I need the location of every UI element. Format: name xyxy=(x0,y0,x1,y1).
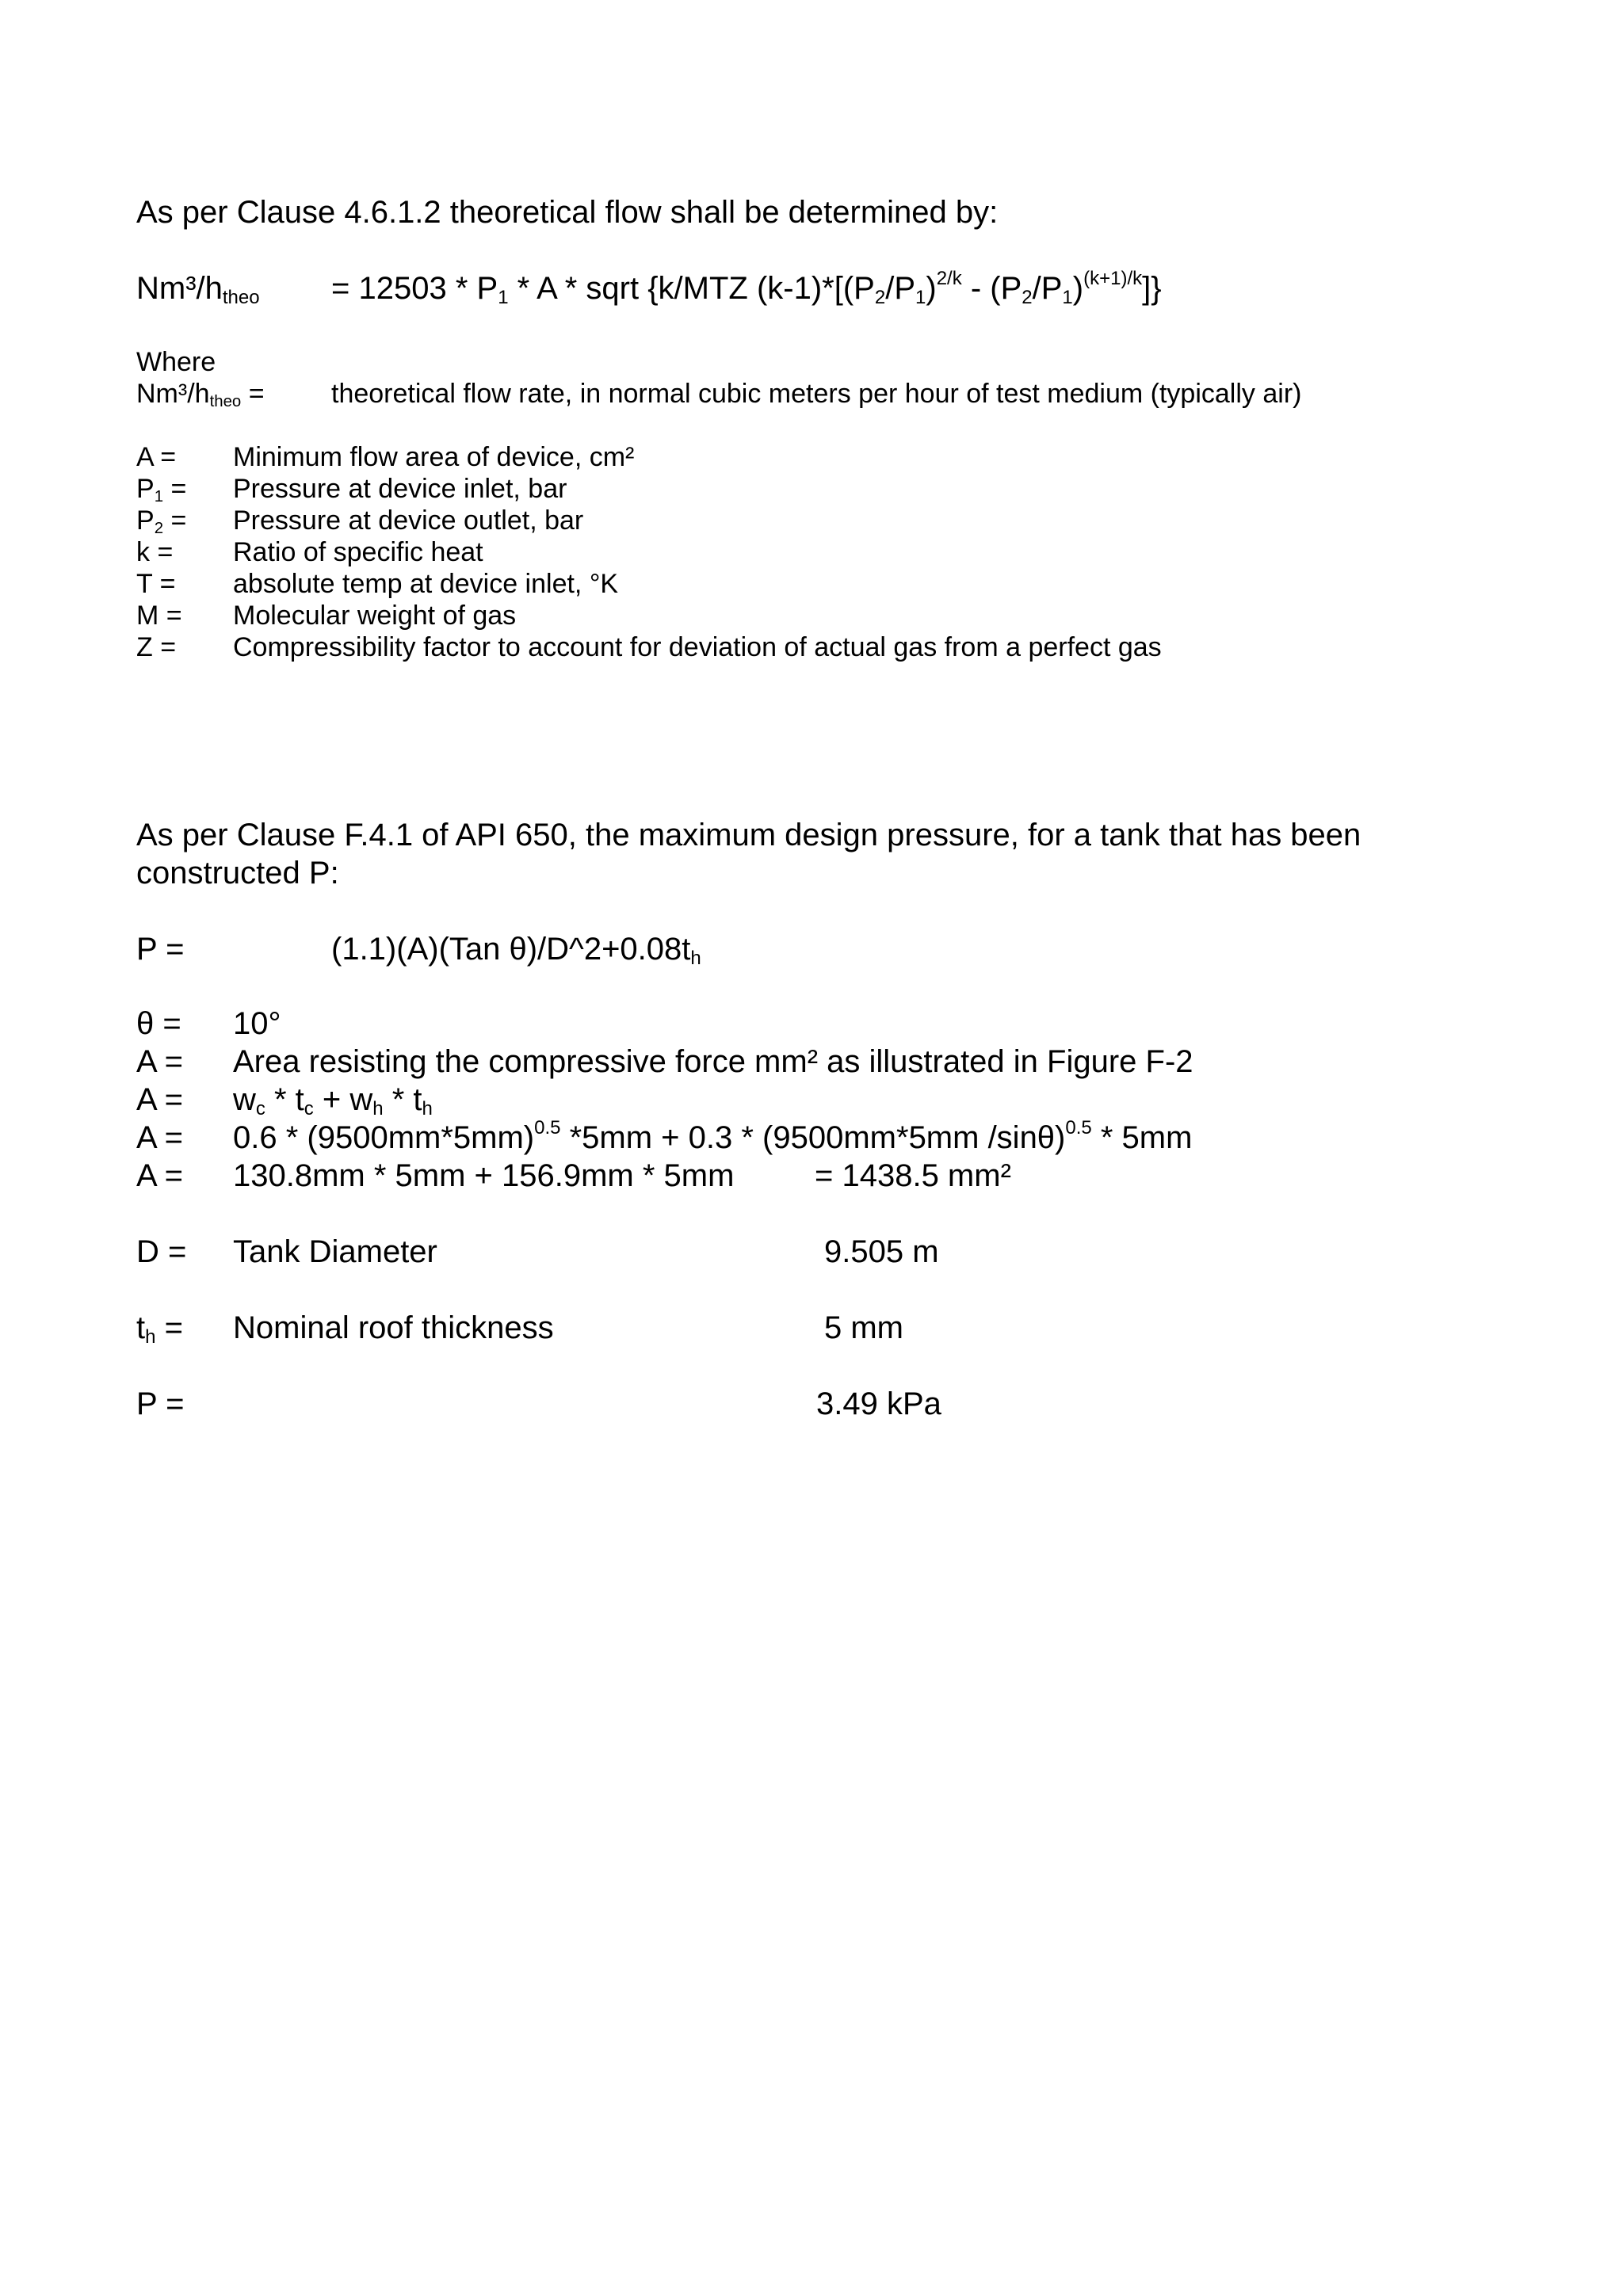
var-a-text: Minimum flow area of device, cm² xyxy=(233,442,635,472)
p-formula-label: P = xyxy=(136,932,185,967)
a-eq2-expr: $0.6 * (9500mm*5mm)^{0.5}$ *5mm + 0.3 * (9500mm*5mm /sinθ)$^{0.5}$ * 5mm xyxy=(233,1117,1193,1155)
th-label: $t_h$ = xyxy=(136,1310,183,1348)
var-m-label: M = xyxy=(136,601,182,631)
th-text: Nominal roof thickness xyxy=(233,1310,554,1345)
a-eq3-expr: 130.8mm * 5mm + 156.9mm * 5mm xyxy=(233,1158,735,1193)
a-eq3-label: A = xyxy=(136,1158,183,1193)
var-z-text: Compressibility factor to account for deviation of actual gas from a perfect gas xyxy=(233,632,1162,662)
var-p1-text: Pressure at device inlet, bar xyxy=(233,474,567,504)
pressure-intro-line1: As per Clause F.4.1 of API 650, the maximum design pressure, for a tank that has been xyxy=(136,818,1361,852)
var-m-text: Molecular weight of gas xyxy=(233,601,517,631)
a-def-label: A = xyxy=(136,1044,183,1079)
a-eq1-label: A = xyxy=(136,1082,183,1117)
var-p1-label: $P_1$ = xyxy=(136,474,187,506)
var-k-label: k = xyxy=(136,537,174,567)
var-z-label: Z = xyxy=(136,632,177,662)
theta-label: θ = xyxy=(136,1006,181,1041)
flow-formula-rhs: = $12503 * P_1$ * A * sqrt {k/MTZ $(k-1)*[(P_2/P_1)^{2/k} - (P_2/P_1)^{(k+1)/k}]$} xyxy=(331,268,1162,308)
d-label: D = xyxy=(136,1234,187,1269)
var-a-label: A = xyxy=(136,442,177,472)
flow-def-label: Nm³/$h_{theo}$ = xyxy=(136,379,265,411)
a-eq3-result: = 1438.5 mm² xyxy=(815,1158,1011,1193)
d-text: Tank Diameter xyxy=(233,1234,437,1269)
p-result-value: 3.49 kPa xyxy=(816,1386,941,1421)
d-value: 9.505 m xyxy=(824,1234,939,1269)
p-formula-expr: (1.1)(A)(Tan $\theta)/D\^{}2+0.08t_h$ xyxy=(331,932,701,969)
var-t-text: absolute temp at device inlet, °K xyxy=(233,569,619,599)
where-label: Where xyxy=(136,347,216,377)
var-t-label: T = xyxy=(136,569,176,599)
a-def-text: Area resisting the compressive force mm² as illustrated in Figure F-2 xyxy=(233,1044,1193,1079)
flow-formula-lhs: Nm³/$h_{theo}$ xyxy=(136,271,260,308)
th-value: 5 mm xyxy=(824,1310,903,1345)
flow-def-text: theoretical flow rate, in normal cubic meters per hour of test medium (typically air) xyxy=(331,379,1302,409)
var-p2-text: Pressure at device outlet, bar xyxy=(233,505,584,536)
a-eq2-label: A = xyxy=(136,1120,183,1155)
pressure-intro-line2: constructed P: xyxy=(136,856,339,891)
p-result-label: P = xyxy=(136,1386,185,1421)
a-eq1-expr: $w_c * t_c + w_h * t_h$ xyxy=(233,1082,433,1119)
var-k-text: Ratio of specific heat xyxy=(233,537,483,567)
flow-intro: As per Clause 4.6.1.2 theoretical flow shall be determined by: xyxy=(136,195,999,230)
var-p2-label: $P_2$ = xyxy=(136,505,187,538)
theta-value: 10° xyxy=(233,1006,281,1041)
